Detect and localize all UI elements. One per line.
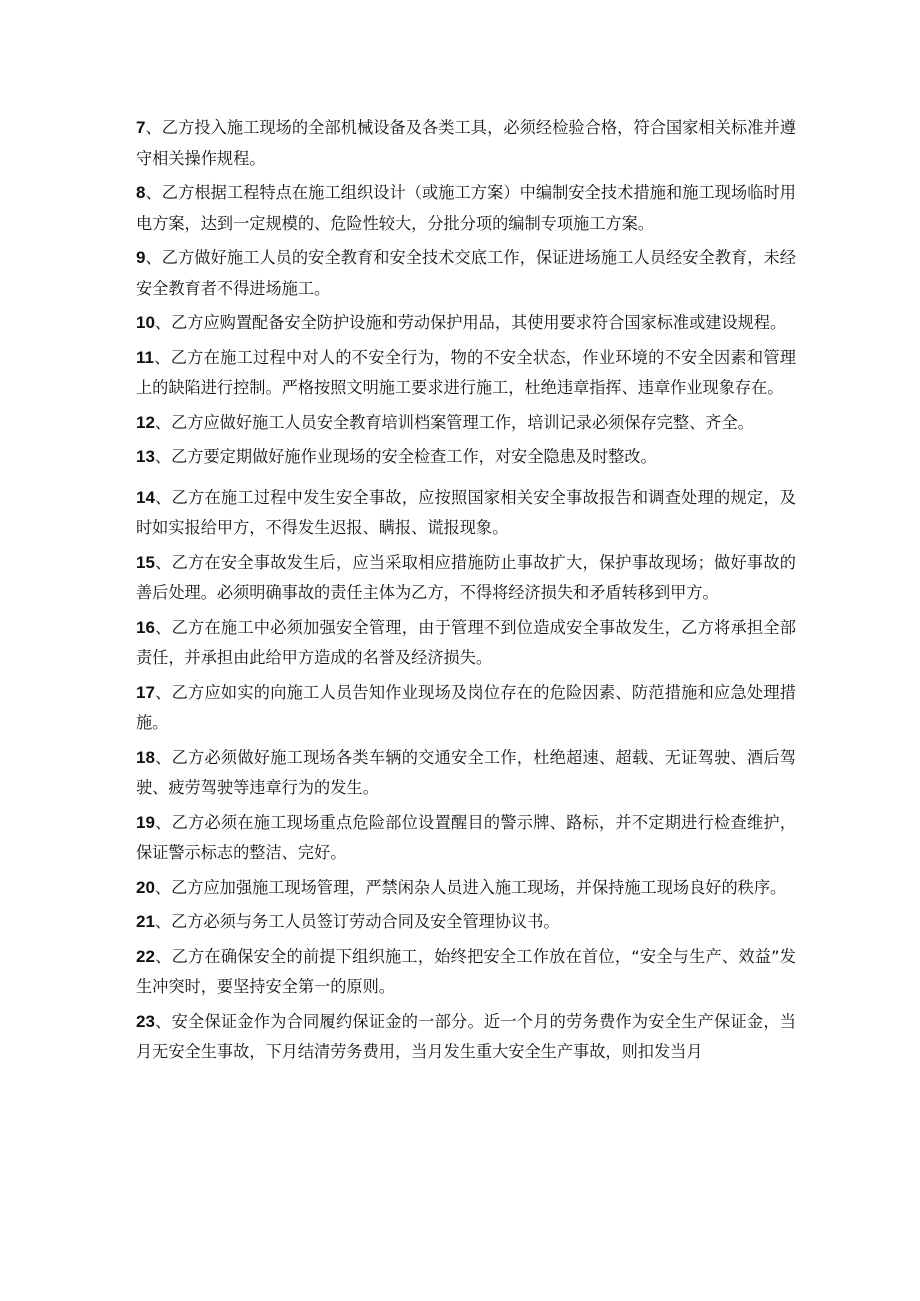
clause-17 <box>136 678 796 739</box>
clause-text: 、乙方应做好施工人员安全教育培训档案管理工作，培训记录必须保存完整、齐全。 <box>154 412 754 432</box>
clause-number: 12 <box>136 412 155 432</box>
clause-7 <box>136 113 796 174</box>
clause-13 <box>136 442 796 473</box>
clause-21 <box>136 907 796 938</box>
clause-text: 、乙方在施工过程中发生安全事故，应按照国家相关安全事故报告和调查处理的规定，及时如实报给甲方，不得发生迟报、瞒报、谎报现象。 <box>136 487 796 537</box>
clause-number: 20 <box>136 877 155 897</box>
clause-number: 13 <box>136 447 155 466</box>
clause-8 <box>136 178 796 239</box>
clause-number: 9 <box>136 248 146 267</box>
clause-number: 18 <box>136 747 155 767</box>
clause-number: 14 <box>136 487 155 507</box>
clause-number: 11 <box>136 347 154 367</box>
clause-18 <box>136 743 796 804</box>
clause-text: 、安全保证金作为合同履约保证金的一部分。近一个月的劳务费作为安全生产保证金，当月无安全生事故，下月结清劳务费用，当月发生重大安全生产事故，则扣发当月 <box>136 1011 796 1061</box>
clause-number: 21 <box>136 912 155 931</box>
clause-number: 23 <box>136 1011 155 1031</box>
clause-text: 、乙方投入施工现场的全部机械设备及各类工具，必须经检验合格，符合国家相关标准并遵守相关操作规程。 <box>136 118 796 168</box>
clause-text: 、乙方在确保安全的前提下组织施工，始终把安全工作放在首位，“安全与生产、效益”发生冲突时，要坚持安全第一的原则。 <box>136 946 796 996</box>
clause-number: 7 <box>136 118 146 137</box>
clause-text: 、乙方必须与务工人员签订劳动合同及安全管理协议书。 <box>154 912 560 931</box>
clause-10 <box>136 308 796 339</box>
clause-number: 16 <box>136 617 155 637</box>
clause-text: 、乙方在施工过程中对人的不安全行为，物的不安全状态，作业环境的不安全因素和管理上的缺陷进行控制。严格按照文明施工要求进行施工，杜绝违章指挥、违章作业现象存在。 <box>136 347 796 397</box>
clause-19 <box>136 808 796 869</box>
clause-number: 10 <box>136 313 155 332</box>
clause-text: 、乙方应加强施工现场管理，严禁闲杂人员进入施工现场，并保持施工现场良好的秩序。 <box>154 877 787 897</box>
clause-text: 、乙方必须在施工现场重点危险部位设置醒目的警示牌、路标，并不定期进行检查维护，保证警示标志的整洁、完好。 <box>136 812 796 862</box>
clause-15 <box>136 548 796 609</box>
clause-number: 15 <box>136 552 155 572</box>
clause-text: 、乙方根据工程特点在施工组织设计（或施工方案）中编制安全技术措施和施工现场临时用电方案，达到一定规模的、危险性较大，分批分项的编制专项施工方案。 <box>136 183 796 233</box>
clause-9 <box>136 243 796 304</box>
clause-number: 17 <box>136 682 155 702</box>
clause-number: 19 <box>136 812 155 832</box>
clause-12 <box>136 408 796 439</box>
clause-22 <box>136 942 796 1003</box>
clause-text: 、乙方在安全事故发生后，应当采取相应措施防止事故扩大，保护事故现场；做好事故的善后处理。必须明确事故的责任主体为乙方，不得将经济损失和矛盾转移到甲方。 <box>136 552 796 602</box>
clause-11 <box>136 343 796 404</box>
clause-text: 、乙方在施工中必须加强安全管理，由于管理不到位造成安全事故发生，乙方将承担全部责任，并承担由此给甲方造成的名誉及经济损失。 <box>136 617 796 667</box>
clause-text: 、乙方必须做好施工现场各类车辆的交通安全工作，杜绝超速、超载、无证驾驶、酒后驾驶、疲劳驾驶等违章行为的发生。 <box>136 747 796 797</box>
clause-text: 、乙方做好施工人员的安全教育和安全技术交底工作，保证进场施工人员经安全教育，未经安全教育者不得进场施工。 <box>136 248 796 298</box>
clause-number: 22 <box>136 946 155 966</box>
clause-text: 、乙方要定期做好施作业现场的安全检查工作，对安全隐患及时整改。 <box>154 447 657 466</box>
clause-23 <box>136 1007 796 1068</box>
clause-number: 8 <box>136 183 146 202</box>
clause-text: 、乙方应如实的向施工人员告知作业现场及岗位存在的危险因素、防范措施和应急处理措施。 <box>136 682 796 732</box>
clause-20 <box>136 873 796 904</box>
clause-list <box>136 113 796 1072</box>
clause-16 <box>136 613 796 674</box>
clause-text: 、乙方应购置配备安全防护设施和劳动保护用品，其使用要求符合国家标准或建设规程。 <box>154 313 787 332</box>
clause-14 <box>136 483 796 544</box>
